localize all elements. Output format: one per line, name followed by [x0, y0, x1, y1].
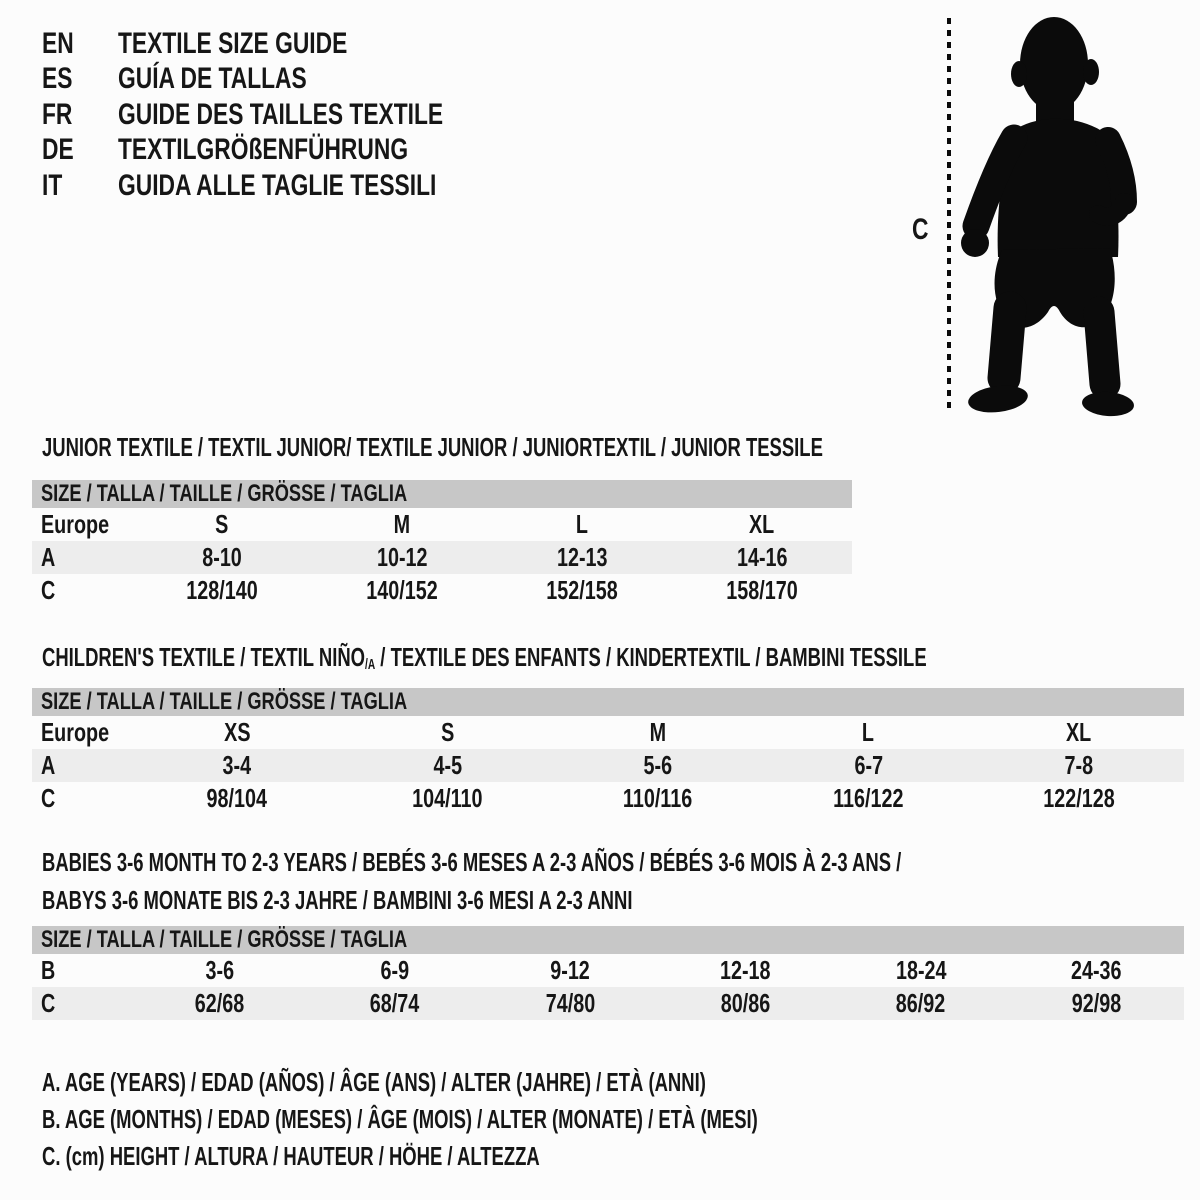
size-table-header: SIZE / TALLA / TAILLE / GRÖSSE / TAGLIA	[32, 688, 1184, 716]
height-cell: 116/122	[833, 783, 904, 813]
size-cell: M	[393, 509, 411, 539]
height-cell: 98/104	[206, 783, 268, 813]
age-cell: 4-5	[433, 750, 462, 780]
height-cell: 152/158	[546, 575, 618, 605]
measurement-legend	[42, 1064, 1050, 1175]
age-cell: 5-6	[643, 750, 673, 780]
row-label: A	[41, 542, 56, 572]
language-row	[42, 62, 546, 98]
language-code: IT	[42, 168, 63, 202]
height-measure-line	[947, 18, 951, 414]
size-cell: S	[215, 509, 229, 539]
language-code: DE	[42, 133, 74, 167]
table-row-age-months	[32, 954, 1184, 987]
table-row-age	[32, 749, 1184, 782]
age-cell: 3-6	[205, 955, 234, 985]
row-label: C	[41, 783, 56, 813]
size-cell: S	[441, 717, 455, 747]
size-cell: L	[575, 509, 589, 539]
toddler-silhouette-icon	[958, 12, 1140, 422]
height-cell: 104/110	[412, 783, 483, 813]
age-cell: 6-7	[854, 750, 883, 780]
guide-title: TEXTILGRÖßENFÜHRUNG	[118, 133, 409, 167]
section-title-children: CHILDREN'S TEXTILE / TEXTIL NIÑO/A / TEXTILE DES ENFANTS / KINDERTEXTIL / BAMBINI TESSILE	[42, 642, 927, 673]
height-cell: 86/92	[896, 988, 946, 1018]
table-row-height	[32, 987, 1184, 1020]
height-cell: 62/68	[194, 988, 245, 1018]
guide-title: GUIDE DES TAILLES TEXTILE	[118, 97, 444, 131]
size-cell: M	[649, 717, 667, 747]
table-row-height	[32, 782, 1184, 815]
age-cell: 3-4	[222, 750, 252, 780]
height-cell: 110/116	[623, 783, 693, 813]
row-label: C	[41, 988, 56, 1018]
size-cell: XL	[749, 509, 775, 539]
legend-line-b: B. AGE (MONTHS) / EDAD (MESES) / ÂGE (MOIS) / ALTER (MONATE) / ETÀ (MESI)	[42, 1104, 758, 1134]
height-cell: 122/128	[1043, 783, 1115, 813]
row-label: B	[41, 955, 56, 985]
size-cell: XL	[1066, 717, 1092, 747]
size-cell: XS	[224, 717, 251, 747]
age-cell: 8-10	[202, 542, 242, 572]
height-cell: 80/86	[720, 988, 771, 1018]
language-code: FR	[42, 97, 73, 131]
junior-size-table	[32, 480, 852, 607]
height-cell: 158/170	[726, 575, 798, 605]
age-cell: 24-36	[1071, 955, 1122, 985]
row-label: Europe	[41, 509, 110, 539]
language-row	[42, 133, 546, 169]
legend-line-c: C. (cm) HEIGHT / ALTURA / HAUTEUR / HÖHE / ALTEZZA	[42, 1141, 540, 1171]
table-row-europe	[32, 508, 852, 541]
language-row	[42, 26, 546, 62]
table-row-height	[32, 574, 852, 607]
row-label: A	[41, 750, 56, 780]
height-cell: 74/80	[545, 988, 596, 1018]
title-subscript: /A	[365, 656, 376, 673]
language-code: EN	[42, 26, 74, 60]
language-title-list	[42, 26, 546, 204]
babies-size-table	[32, 926, 1184, 1020]
table-row-age	[32, 541, 852, 574]
age-cell: 12-13	[556, 542, 608, 572]
language-code: ES	[42, 62, 73, 96]
height-cell: 92/98	[1071, 988, 1122, 1018]
size-table-header: SIZE / TALLA / TAILLE / GRÖSSE / TAGLIA	[32, 926, 1184, 954]
age-cell: 12-18	[720, 955, 771, 985]
size-cell: L	[862, 717, 875, 747]
table-row-europe	[32, 716, 1184, 749]
row-label: Europe	[41, 717, 110, 747]
height-cell: 140/152	[366, 575, 438, 605]
row-label: C	[41, 575, 56, 605]
age-cell: 14-16	[736, 542, 788, 572]
legend-line-a: A. AGE (YEARS) / EDAD (AÑOS) / ÂGE (ANS) / ALTER (JAHRE) / ETÀ (ANNI)	[42, 1067, 706, 1097]
guide-title: GUIDA ALLE TAGLIE TESSILI	[118, 168, 437, 202]
section-title-babies: BABIES 3-6 MONTH TO 2-3 YEARS / BEBÉS 3-6 MESES A 2-3 AÑOS / BÉBÉS 3-6 MOIS À 2-3 ANS / BABYS 3-6 MONATE BIS 2-3 JAHRE / BAMBINI 3-6 MESI A 2-3 ANNI	[42, 847, 902, 915]
guide-title: TEXTILE SIZE GUIDE	[118, 26, 348, 60]
age-cell: 10-12	[376, 542, 428, 572]
height-cell: 68/74	[370, 988, 420, 1018]
guide-title: GUÍA DE TALLAS	[118, 62, 307, 96]
language-row	[42, 97, 546, 133]
language-row	[42, 168, 546, 204]
age-cell: 7-8	[1064, 750, 1094, 780]
age-cell: 9-12	[550, 955, 591, 985]
size-table-header: SIZE / TALLA / TAILLE / GRÖSSE / TAGLIA	[32, 480, 852, 508]
age-cell: 18-24	[895, 955, 947, 985]
age-cell: 6-9	[380, 955, 410, 985]
height-measure-label: C	[912, 213, 929, 246]
section-title-junior: JUNIOR TEXTILE / TEXTIL JUNIOR/ TEXTILE JUNIOR / JUNIORTEXTIL / JUNIOR TESSILE	[42, 432, 823, 462]
children-size-table	[32, 688, 1184, 815]
height-cell: 128/140	[186, 575, 258, 605]
